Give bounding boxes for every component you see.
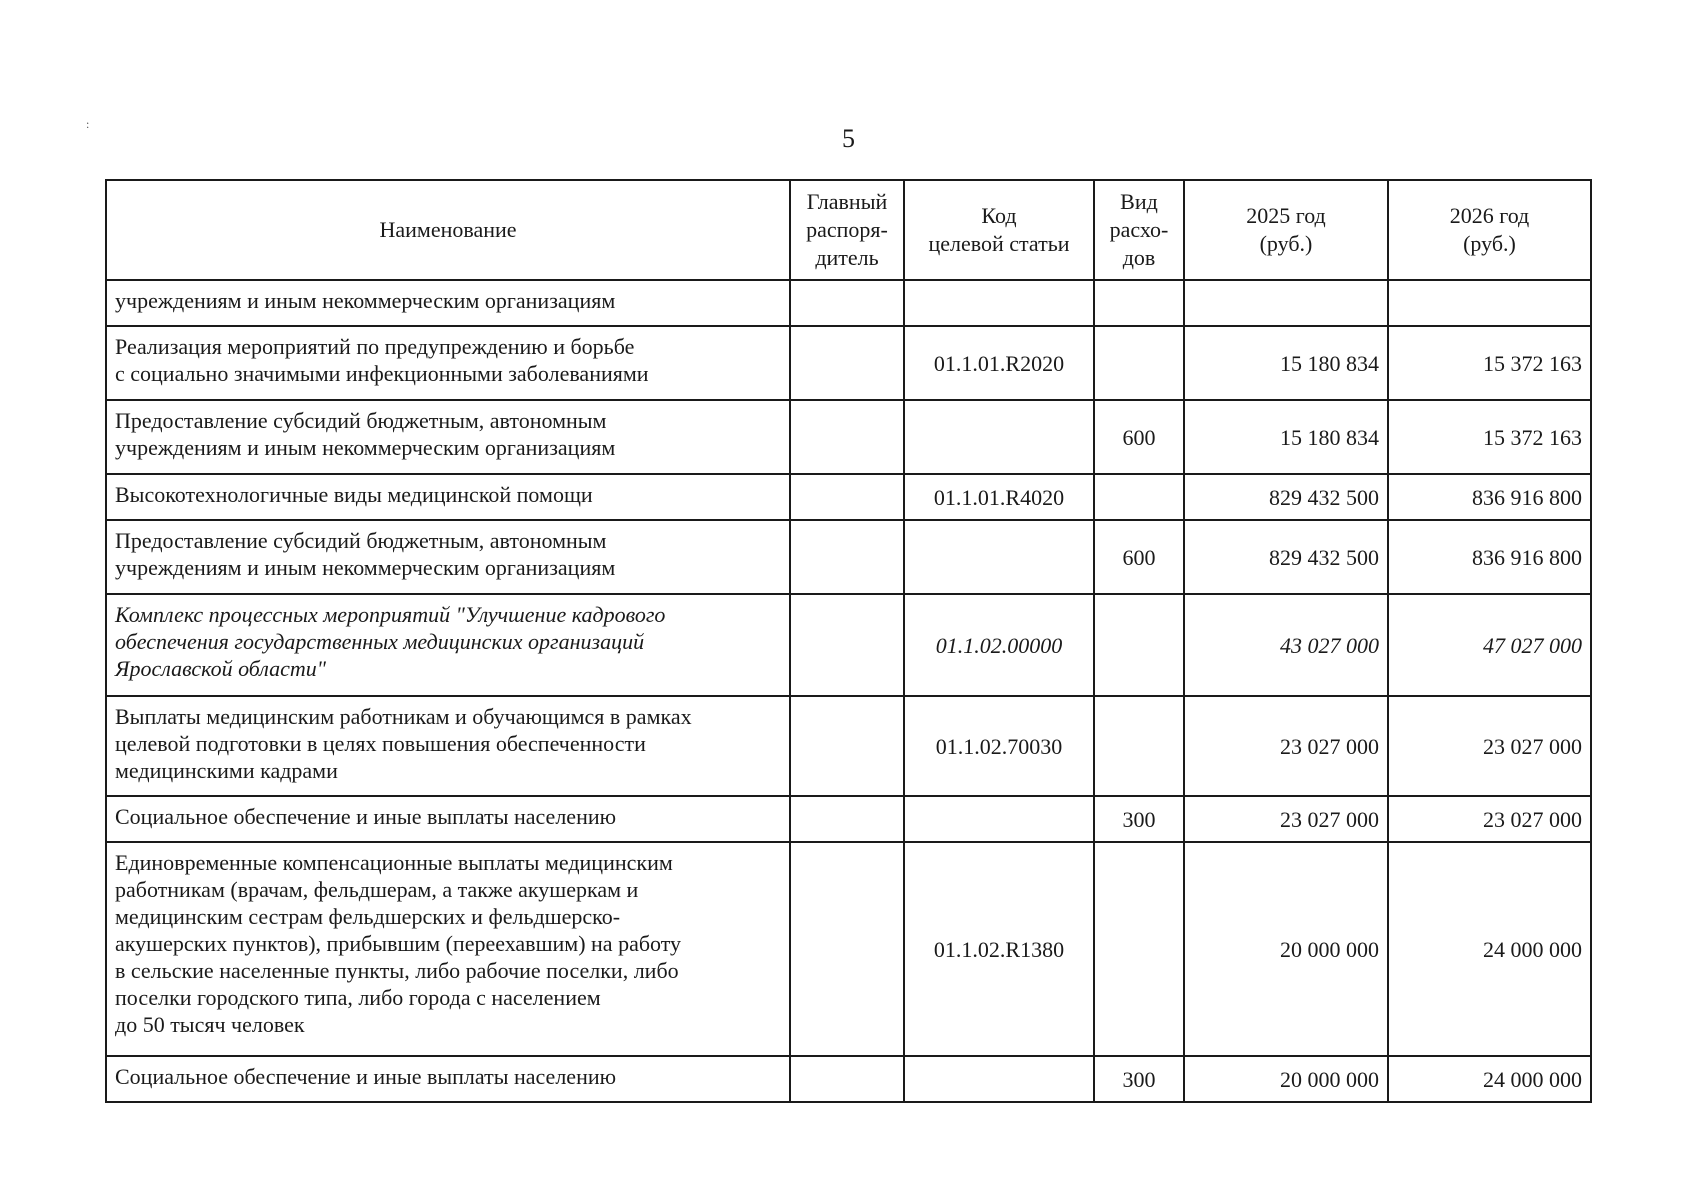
table-header-row <box>106 180 1591 280</box>
header-y2025: 2025 год (руб.) <box>1184 180 1388 280</box>
table-row <box>106 280 1591 326</box>
cell-y2026: 15 372 163 <box>1388 326 1591 400</box>
cell-name: Единовременные компенсационные выплаты медицинским работникам (врачам, фельдшерам, а также акушеркам и медицинским сестрам фельдшерских и фельдшерско- акушерских пунктов), прибывшим (переехавшим) на работу в сельские населенные пункты, либо рабочие поселки, либо поселки городского типа, либо города с населением до 50 тысяч человек <box>106 842 790 1056</box>
cell-y2026 <box>1388 280 1591 326</box>
cell-code: 01.1.02.70030 <box>904 696 1094 796</box>
budget-table <box>105 179 1592 1103</box>
cell-y2025: 15 180 834 <box>1184 400 1388 474</box>
cell-name: учреждениям и иным некоммерческим организациям <box>106 280 790 326</box>
cell-y2026: 15 372 163 <box>1388 400 1591 474</box>
cell-code: 01.1.01.R2020 <box>904 326 1094 400</box>
cell-manager <box>790 326 904 400</box>
cell-y2026: 24 000 000 <box>1388 1056 1591 1102</box>
cell-code: 01.1.01.R4020 <box>904 474 1094 520</box>
table-body <box>106 280 1591 1102</box>
cell-code: 01.1.02.00000 <box>904 594 1094 696</box>
cell-type <box>1094 696 1184 796</box>
cell-code <box>904 1056 1094 1102</box>
cell-manager <box>790 280 904 326</box>
cell-code <box>904 400 1094 474</box>
cell-code <box>904 796 1094 842</box>
cell-y2025 <box>1184 280 1388 326</box>
cell-y2025: 23 027 000 <box>1184 796 1388 842</box>
cell-y2026: 836 916 800 <box>1388 474 1591 520</box>
table-row <box>106 842 1591 1056</box>
cell-manager <box>790 520 904 594</box>
table-row <box>106 594 1591 696</box>
cell-y2026: 836 916 800 <box>1388 520 1591 594</box>
cell-name: Высокотехнологичные виды медицинской помощи <box>106 474 790 520</box>
cell-name: Социальное обеспечение и иные выплаты населению <box>106 796 790 842</box>
cell-code <box>904 280 1094 326</box>
cell-name: Социальное обеспечение и иные выплаты населению <box>106 1056 790 1102</box>
table-row <box>106 796 1591 842</box>
cell-type <box>1094 280 1184 326</box>
cell-type: 600 <box>1094 400 1184 474</box>
cell-y2026: 24 000 000 <box>1388 842 1591 1056</box>
cell-y2025: 43 027 000 <box>1184 594 1388 696</box>
table-row <box>106 326 1591 400</box>
cell-manager <box>790 474 904 520</box>
cell-y2025: 829 432 500 <box>1184 520 1388 594</box>
cell-manager <box>790 400 904 474</box>
cell-manager <box>790 696 904 796</box>
cell-y2025: 20 000 000 <box>1184 842 1388 1056</box>
cell-y2025: 20 000 000 <box>1184 1056 1388 1102</box>
header-type: Вид расхо- дов <box>1094 180 1184 280</box>
cell-name: Реализация мероприятий по предупреждению и борьбе с социально значимыми инфекционными заболеваниями <box>106 326 790 400</box>
cell-code: 01.1.02.R1380 <box>904 842 1094 1056</box>
cell-type <box>1094 594 1184 696</box>
cell-y2026: 23 027 000 <box>1388 796 1591 842</box>
cell-name: Предоставление субсидий бюджетным, автономным учреждениям и иным некоммерческим организациям <box>106 400 790 474</box>
cell-type: 300 <box>1094 1056 1184 1102</box>
cell-name: Комплекс процессных мероприятий "Улучшение кадрового обеспечения государственных медицинских организаций Ярославской области" <box>106 594 790 696</box>
cell-type: 600 <box>1094 520 1184 594</box>
header-code: Код целевой статьи <box>904 180 1094 280</box>
cell-y2025: 829 432 500 <box>1184 474 1388 520</box>
cell-y2026: 23 027 000 <box>1388 696 1591 796</box>
scan-mark: : <box>86 117 90 131</box>
cell-manager <box>790 842 904 1056</box>
header-manager: Главный распоря- дитель <box>790 180 904 280</box>
cell-type <box>1094 842 1184 1056</box>
header-y2026: 2026 год (руб.) <box>1388 180 1591 280</box>
cell-type <box>1094 326 1184 400</box>
cell-type: 300 <box>1094 796 1184 842</box>
cell-name: Предоставление субсидий бюджетным, автономным учреждениям и иным некоммерческим организациям <box>106 520 790 594</box>
table-row <box>106 474 1591 520</box>
table-row <box>106 696 1591 796</box>
cell-manager <box>790 594 904 696</box>
cell-name: Выплаты медицинским работникам и обучающимся в рамках целевой подготовки в целях повышения обеспеченности медицинскими кадрами <box>106 696 790 796</box>
cell-y2026: 47 027 000 <box>1388 594 1591 696</box>
cell-manager <box>790 1056 904 1102</box>
page-number: 5 <box>842 124 855 153</box>
table-row <box>106 1056 1591 1102</box>
cell-y2025: 23 027 000 <box>1184 696 1388 796</box>
cell-type <box>1094 474 1184 520</box>
cell-code <box>904 520 1094 594</box>
cell-y2025: 15 180 834 <box>1184 326 1388 400</box>
table-row <box>106 400 1591 474</box>
table-row <box>106 520 1591 594</box>
cell-manager <box>790 796 904 842</box>
header-name: Наименование <box>106 180 790 280</box>
